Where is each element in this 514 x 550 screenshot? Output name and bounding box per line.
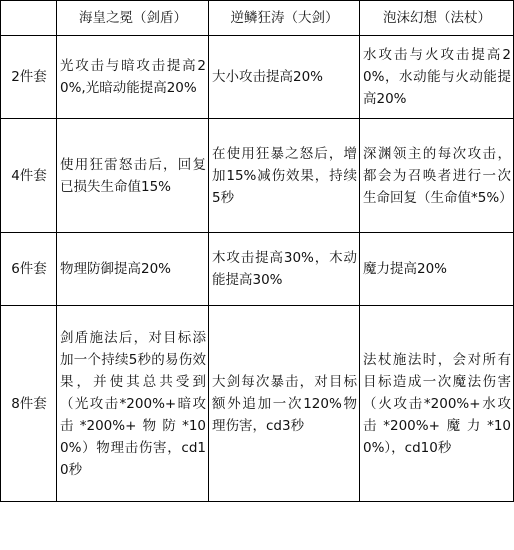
table-row <box>1 306 514 502</box>
table-cell: 木攻击提高30%，木动能提高30% <box>209 233 360 306</box>
table-cell: 光攻击与暗攻击提高20%,光暗动能提高20% <box>57 36 209 119</box>
table-cell: 法杖施法时，会对所有目标造成一次魔法伤害（火攻击*200%+水攻击*200%+魔力*100%），cd10秒 <box>360 306 514 502</box>
row-label: 4件套 <box>1 119 57 233</box>
row-label: 8件套 <box>1 306 57 502</box>
row-label: 6件套 <box>1 233 57 306</box>
table-cell: 深渊领主的每次攻击，都会为召唤者进行一次生命回复（生命值*5%） <box>360 119 514 233</box>
table-cell: 在使用狂暴之怒后，增加15%减伤效果，持续5秒 <box>209 119 360 233</box>
table-cell: 使用狂雷怒击后，回复已损失生命值15% <box>57 119 209 233</box>
header-sword-shield-set: 海皇之冕（剑盾） <box>57 1 209 36</box>
row-label: 2件套 <box>1 36 57 119</box>
table-cell: 大小攻击提高20% <box>209 36 360 119</box>
table-cell: 大剑每次暴击，对目标额外追加一次120%物理伤害，cd3秒 <box>209 306 360 502</box>
table-cell: 剑盾施法后，对目标添加一个持续5秒的易伤效果，并使其总共受到（光攻击*200%+暗攻击*200%+物防*100%）物理击伤害，cd10秒 <box>57 306 209 502</box>
table-row <box>1 119 514 233</box>
table-cell: 水攻击与火攻击提高20%，水动能与火动能提高20% <box>360 36 514 119</box>
header-greatsword-set: 逆鳞狂涛（大剑） <box>209 1 360 36</box>
header-row <box>1 1 514 36</box>
header-corner <box>1 1 57 36</box>
table-row <box>1 36 514 119</box>
header-staff-set: 泡沫幻想（法杖） <box>360 1 514 36</box>
table-cell: 魔力提高20% <box>360 233 514 306</box>
table-cell: 物理防御提高20% <box>57 233 209 306</box>
table-row <box>1 233 514 306</box>
